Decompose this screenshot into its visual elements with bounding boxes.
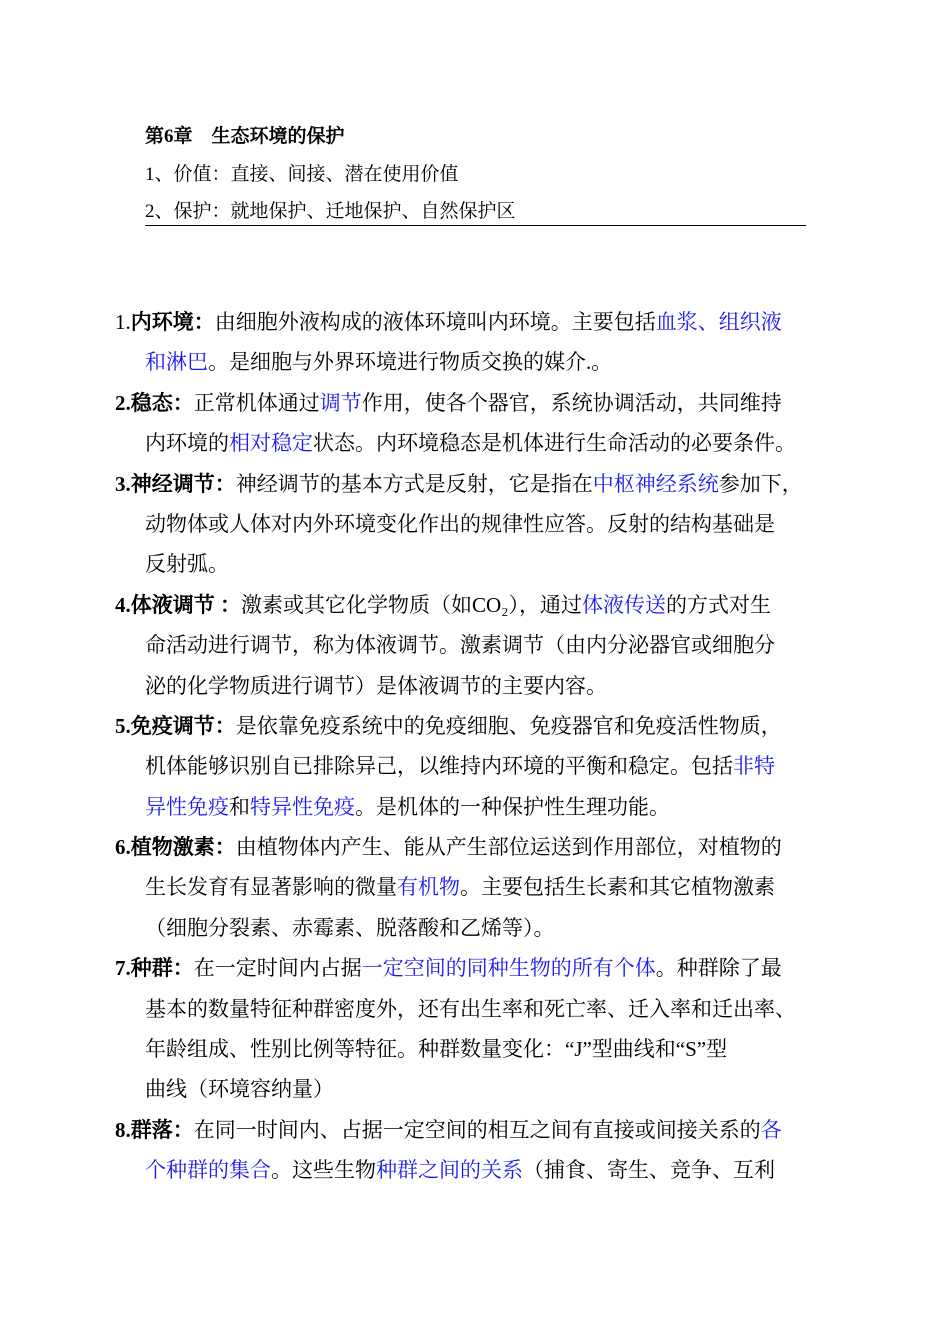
item-term: 植物激素： (130, 835, 236, 860)
item-line (115, 544, 835, 584)
item-text: 在同一时间内、占据一定空间的相互之间有直接或间接关系的 (193, 1117, 761, 1142)
item-line (115, 464, 835, 504)
chapter-header (145, 118, 806, 231)
item-text: 年龄组成、性别比例等特征。种群数量变化：“J”型曲线和“S”型 (145, 1037, 728, 1062)
item-line (115, 867, 835, 907)
item-number: 6. (115, 835, 131, 860)
item-text: 命活动进行调节，称为体液调节。激素调节（由内分泌器官或细胞分 (145, 633, 775, 658)
item-term: 群落： (130, 1117, 194, 1142)
highlight-text: 非特 (733, 754, 775, 779)
item-text: 生长发育有显著影响的微量 (145, 875, 397, 900)
item-term: 免疫调节： (130, 713, 236, 738)
list-item-6 (115, 827, 835, 948)
highlight-text: 各 (760, 1117, 782, 1142)
item-number: 4. (115, 592, 131, 617)
item-text: 。是机体的一种保护性生理功能。 (355, 794, 670, 819)
item-text: 正常机体通过 (193, 390, 320, 415)
list-item-4 (115, 585, 835, 706)
item-text: 由细胞外液构成的液体环境叫内环境。主要包括 (214, 310, 656, 334)
item-text: 由植物体内产生、能从产生部位运送到作用部位，对植物的 (235, 835, 782, 860)
item-text: 激素或其它化学物质（如CO₂），通过 (241, 592, 582, 617)
item-number: 5. (115, 713, 131, 738)
item-number: 2. (115, 390, 131, 415)
item-text: 动物体或人体对内外环境变化作出的规律性应答。反射的结构基础是 (145, 511, 775, 536)
definition-list (115, 302, 835, 1191)
item-line (115, 625, 835, 665)
item-number: 1. (115, 310, 131, 334)
item-term: 稳态： (130, 390, 194, 415)
item-line (115, 666, 835, 706)
highlight-text: 个种群的集合 (145, 1158, 271, 1183)
item-line (115, 585, 835, 625)
item-text: 。种群除了最 (655, 956, 782, 981)
item-line (115, 1150, 835, 1190)
item-term: 种群： (130, 956, 194, 981)
item-line (115, 989, 835, 1029)
highlight-text: 特异性免疫 (250, 794, 355, 819)
item-line (115, 1029, 835, 1069)
highlight-text: 调节 (319, 390, 362, 415)
item-text: 反射弧。 (145, 552, 229, 577)
item-term: 内环境： (130, 310, 215, 334)
chapter-title: 第6章 生态环境的保护 (145, 126, 345, 147)
item-text: 是依靠免疫系统中的免疫细胞、免疫器官和免疫活性物质， (235, 713, 782, 738)
list-item-8 (115, 1110, 835, 1191)
item-text: 和 (229, 794, 250, 819)
item-line (115, 1069, 835, 1109)
item-text: 。是细胞与外界环境进行物质交换的媒介.。 (208, 350, 613, 375)
item-text: 泌的化学物质进行调节）是体液调节的主要内容。 (145, 673, 607, 698)
item-line (115, 423, 835, 463)
highlight-text: 和淋巴 (145, 350, 208, 375)
highlight-text: 相对稳定 (229, 431, 313, 456)
item-text: 内环境的 (145, 431, 229, 456)
item-text: 神经调节的基本方式是反射，它是指在 (235, 471, 593, 496)
list-item-1 (115, 302, 835, 383)
item-text: 。主要包括生长素和其它植物激素 (460, 875, 775, 900)
header-line-value: 1、价值：直接、间接、潜在使用价值 (145, 163, 459, 185)
item-line (115, 908, 835, 948)
item-number: 8. (115, 1117, 131, 1142)
item-text: 的方式对生 (666, 592, 771, 617)
item-line (115, 342, 835, 382)
item-text: 曲线（环境容纳量） (145, 1077, 334, 1102)
item-line (115, 1110, 835, 1150)
highlight-text: 一定空间的同种生物的所有个体 (361, 956, 656, 981)
item-line (115, 948, 835, 988)
item-text: 。这些生物 (271, 1158, 376, 1183)
item-number: 7. (115, 956, 131, 981)
list-item-7 (115, 948, 835, 1110)
highlight-text: 血浆、组织液 (655, 310, 782, 334)
item-text: 在一定时间内占据 (193, 956, 362, 981)
highlight-text: 异性免疫 (145, 794, 229, 819)
item-text: 作用，使各个器官，系统协调活动，共同维持 (361, 390, 782, 415)
list-item-3 (115, 464, 835, 585)
list-item-5 (115, 706, 835, 827)
item-line (115, 787, 835, 827)
header-divider (145, 225, 806, 226)
item-term: 体液调节 ： (130, 592, 241, 617)
highlight-text: 中枢神经系统 (592, 471, 719, 496)
item-number: 3. (115, 471, 131, 496)
item-text: 参加下， (718, 471, 803, 496)
item-line (115, 706, 835, 746)
header-line-protection: 2、保护：就地保护、迁地保护、自然保护区 (145, 201, 516, 222)
list-item-2 (115, 383, 835, 464)
item-line (115, 746, 835, 786)
item-text: （捕食、寄生、竞争、互利 (523, 1158, 775, 1183)
item-text: 机体能够识别自已排除异己，以维持内环境的平衡和稳定。包括 (145, 754, 733, 779)
item-line (115, 302, 835, 342)
item-line (115, 827, 835, 867)
item-line (115, 383, 835, 423)
item-line (115, 504, 835, 544)
highlight-text: 有机物 (397, 875, 460, 900)
item-text: （细胞分裂素、赤霉素、脱落酸和乙烯等）。 (145, 915, 555, 940)
item-term: 神经调节： (130, 471, 236, 496)
highlight-text: 种群之间的关系 (376, 1158, 523, 1183)
item-text: 基本的数量特征种群密度外，还有出生率和死亡率、迁入率和迁出率、 (145, 996, 796, 1021)
item-text: 状态。内环境稳态是机体进行生命活动的必要条件。 (313, 431, 796, 456)
highlight-text: 体液传送 (582, 592, 666, 617)
